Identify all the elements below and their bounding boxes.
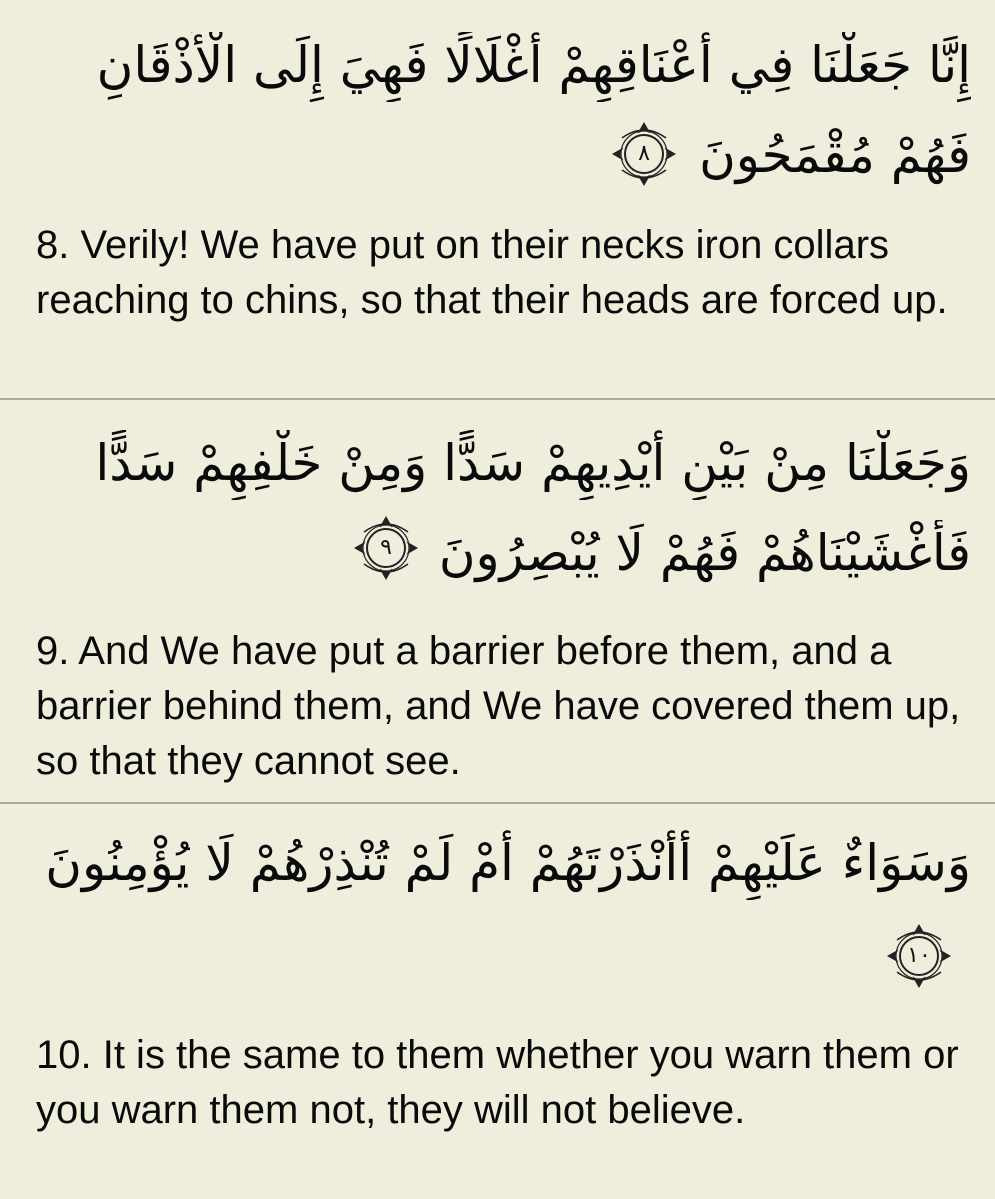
- verse-translation: 9. And We have put a barrier before them, and a barrier behind them, and We have covered them up, so that they cannot see.: [36, 629, 961, 783]
- verse-divider: [0, 398, 995, 400]
- verse-divider: [0, 802, 995, 804]
- arabic-line: فَهُمْ مُقْمَحُونَ: [699, 126, 971, 184]
- ayah-number: ٩: [380, 535, 392, 560]
- arabic-line: وَسَوَاءٌ عَلَيْهِمْ أَأَنْذَرْتَهُمْ أَمْ لَمْ تُنْذِرْهُمْ لَا يُؤْمِنُونَ: [45, 834, 971, 892]
- verse-translation: 10. It is the same to them whether you warn them or you warn them not, they will not believe.: [36, 1033, 959, 1132]
- ayah-number-marker: [883, 920, 955, 992]
- arabic-line: وَجَعَلْنَا مِنْ بَيْنِ أَيْدِيهِمْ سَدًّا وَمِنْ خَلْفِهِمْ سَدًّا: [95, 434, 971, 492]
- arabic-line: إِنَّا جَعَلْنَا فِي أَعْنَاقِهِمْ أَغْلَالًا فَهِيَ إِلَى الْأَذْقَانِ: [96, 36, 971, 94]
- verse-translation: 8. Verily! We have put on their necks iron collars reaching to chins, so that their heads are forced up.: [36, 223, 948, 322]
- arabic-line: فَأَغْشَيْنَاهُمْ فَهُمْ لَا يُبْصِرُونَ: [438, 524, 971, 582]
- ayah-number: ١٠: [907, 943, 931, 968]
- ayah-number-marker: [350, 512, 422, 584]
- ayah-number-marker: [608, 118, 680, 190]
- ayah-number: ٨: [638, 141, 650, 166]
